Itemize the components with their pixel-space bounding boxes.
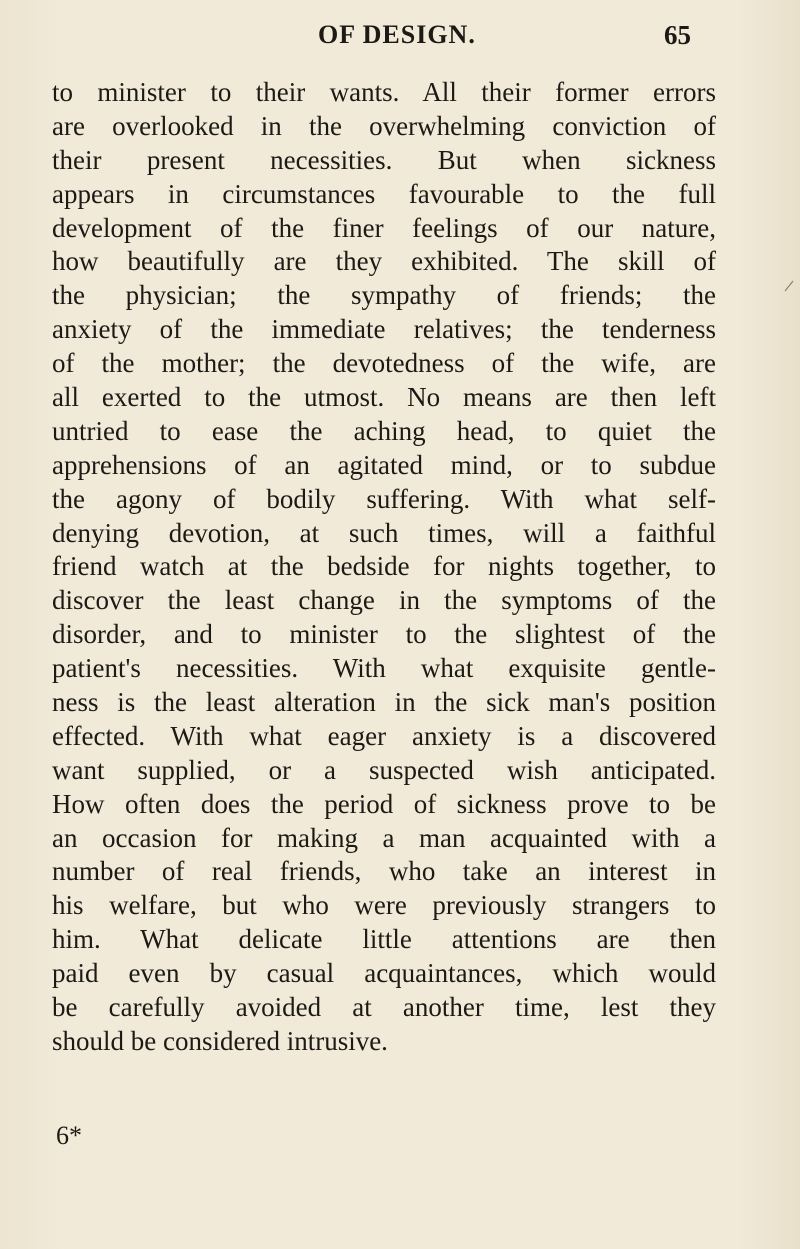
text-line: patient's necessities. With what exquisite gentle- [52, 653, 716, 684]
text-line: development of the finer feelings of our nature, [52, 212, 716, 243]
running-head [0, 14, 800, 58]
margin-tick-mark [784, 280, 794, 292]
text-line: him. What delicate little attentions are then [52, 924, 716, 955]
text-line: their present necessities. But when sickness [52, 144, 716, 175]
text-line: denying devotion, at such times, will a faithful [52, 517, 716, 548]
text-line: want supplied, or a suspected wish anticipated. [52, 754, 716, 785]
text-line: are overlooked in the overwhelming conviction of [52, 110, 716, 141]
text-line: paid even by casual acquaintances, which would [52, 958, 716, 989]
text-line: the agony of bodily suffering. With what self- [52, 483, 716, 514]
text-line: friend watch at the bedside for nights together, to [52, 551, 716, 582]
text-line: be carefully avoided at another time, lest they [52, 992, 716, 1023]
text-line: ness is the least alteration in the sick man's position [52, 687, 716, 718]
text-line: how beautifully are they exhibited. The skill of [52, 246, 716, 277]
text-line: the physician; the sympathy of friends; the [52, 280, 716, 311]
text-line: his welfare, but who were previously strangers to [52, 890, 716, 921]
text-line: disorder, and to minister to the slightest of the [52, 619, 716, 650]
text-line: should be considered intrusive. [52, 1025, 388, 1056]
text-line: untried to ease the aching head, to quiet the [52, 415, 716, 446]
body-text [52, 76, 716, 1059]
text-line: of the mother; the devotedness of the wife, are [52, 348, 716, 379]
text-line: discover the least change in the symptoms of the [52, 585, 716, 616]
text-line: all exerted to the utmost. No means are then left [52, 382, 716, 413]
text-line: an occasion for making a man acquainted with a [52, 822, 716, 853]
page-number: 65 [664, 20, 691, 50]
text-line: anxiety of the immediate relatives; the tenderness [52, 314, 716, 345]
signature-mark: 6* [56, 1121, 82, 1150]
text-line: appears in circumstances favourable to the full [52, 178, 716, 209]
text-line: to minister to their wants. All their former errors [52, 77, 716, 107]
text-line: apprehensions of an agitated mind, or to subdue [52, 449, 716, 480]
text-line: effected. With what eager anxiety is a discovered [52, 720, 716, 751]
text-line: How often does the period of sickness prove to be [52, 788, 716, 819]
text-line: number of real friends, who take an interest in [52, 856, 716, 887]
running-title: OF DESIGN. [318, 20, 476, 49]
